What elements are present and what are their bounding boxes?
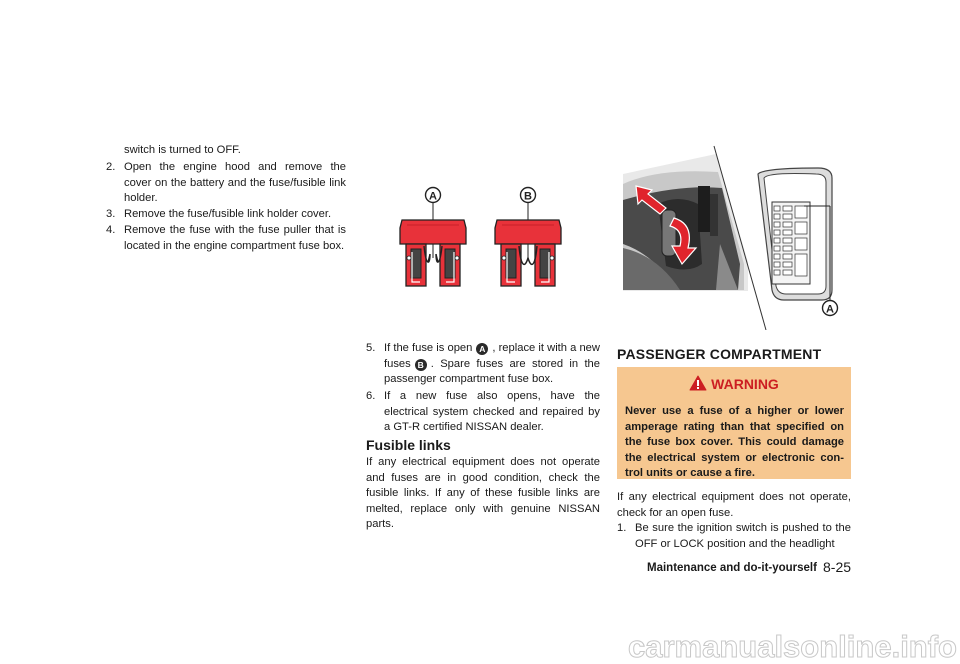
- badge-a: A: [476, 343, 488, 355]
- step-number: 4.: [106, 224, 116, 236]
- step-1: [617, 521, 851, 552]
- step-text-part: , replace it with a new fuses: [384, 342, 600, 370]
- step-number: 5.: [366, 342, 376, 354]
- step-text: Remove the fuse/fusible link holder cover.: [124, 208, 332, 220]
- step-text: Be sure the ignition switch is pushed to the OFF or LOCK position and the headlight: [635, 522, 851, 550]
- footer-section-label: Maintenance and do-it-yourself: [647, 562, 817, 574]
- fuse-diagram: [366, 176, 606, 331]
- warning-title: WARNING: [711, 376, 779, 392]
- step-2: [106, 160, 346, 207]
- fusible-links-text: If any electrical equipment does not operate and fuses are in good condition, check the fusible links. If any of these fusible links are melted, replace only with genuine NISSAN parts.: [366, 456, 600, 530]
- compartment-fuse-box-diagram: [618, 144, 850, 330]
- step-number: 2.: [106, 161, 116, 173]
- dashboard-photo: [623, 154, 748, 291]
- step-text: Open the engine hood and remove the cover on the battery and the fuse/fusible link holder.: [124, 161, 346, 204]
- step-text: Remove the fuse with the fuse puller that is located in the engine compartment fuse box.: [124, 224, 346, 252]
- step-4: [106, 223, 346, 254]
- warning-box: [617, 367, 851, 479]
- svg-text:A: A: [429, 190, 437, 203]
- warning-icon: [689, 375, 707, 391]
- step-number: 1.: [617, 522, 627, 534]
- intro-text: If any electrical equipment does not operate, check for an open fuse.: [617, 491, 851, 519]
- svg-text:B: B: [524, 190, 532, 203]
- step-number: 6.: [366, 390, 376, 402]
- step-1-text: switch is turned to OFF.: [124, 144, 241, 156]
- step-text: If a new fuse also opens, have the electrical system checked and repaired by a GT-R certified NISSAN dealer.: [384, 390, 600, 433]
- step-text-part: If the fuse is open: [384, 342, 473, 354]
- section-heading-passenger-compartment: PASSENGER COMPARTMENT: [617, 346, 822, 362]
- svg-text:A: A: [826, 303, 834, 316]
- svg-text:carmanualsonline.info: carmanualsonline.info: [627, 629, 957, 664]
- step-5: [366, 341, 600, 388]
- watermark: [555, 628, 960, 664]
- page-number: 8-25: [823, 559, 852, 575]
- label-a-marker: [823, 301, 838, 316]
- step-1-continuation: [106, 143, 346, 159]
- step-text-part: . Spare fuses are stored in the passenger compartment fuse box.: [384, 357, 600, 385]
- step-3: [106, 207, 346, 223]
- fuse-box-panel: [758, 168, 832, 300]
- section-heading-fusible-links: Fusible links: [366, 437, 451, 453]
- step-6: [366, 389, 600, 436]
- warning-header: [617, 375, 851, 392]
- badge-b: B: [415, 359, 427, 371]
- step-text: [366, 341, 600, 388]
- warning-text: Never use a fuse of a higher or lower amperage rating than that specified on the fuse box cover. This could damage the electrical system or electronic con- trol units or cause a fire.: [625, 405, 844, 479]
- step-number: 3.: [106, 208, 116, 220]
